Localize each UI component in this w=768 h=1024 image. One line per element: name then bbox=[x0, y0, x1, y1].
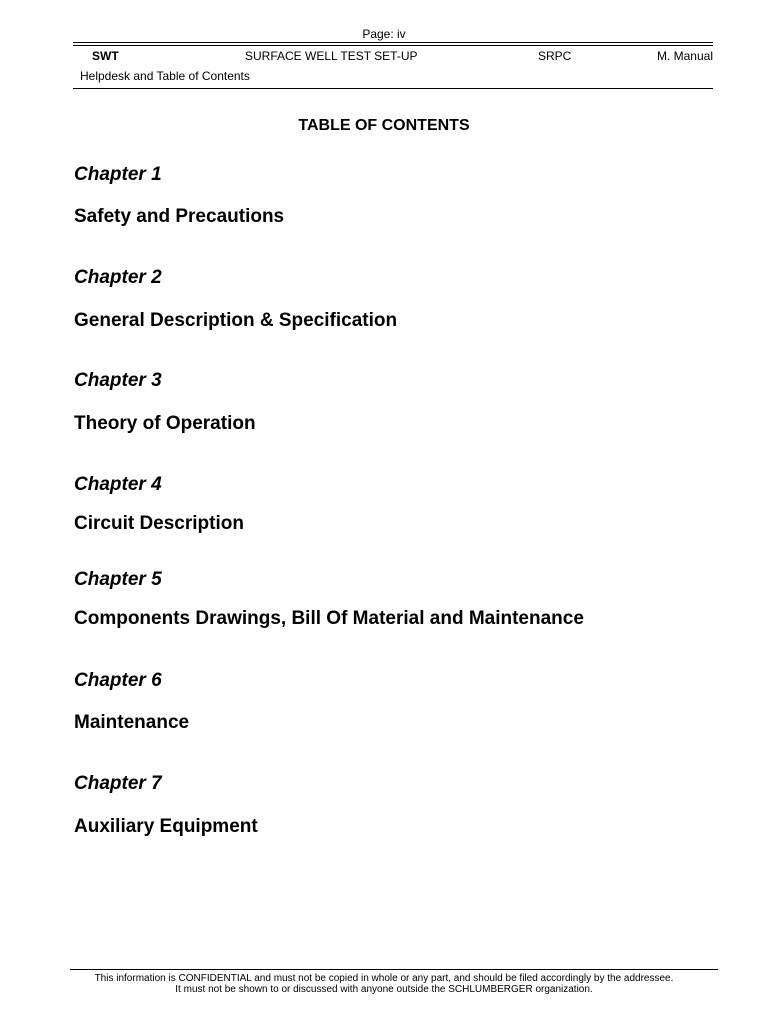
header-rule-top bbox=[73, 42, 713, 43]
header-doc-type: M. Manual bbox=[656, 49, 713, 63]
chapter-1-label: Chapter 1 bbox=[74, 164, 162, 185]
chapter-5-title: Components Drawings, Bill Of Material and Maintenance bbox=[74, 608, 584, 629]
page-number: Page: iv bbox=[362, 27, 406, 41]
chapter-5-label: Chapter 5 bbox=[74, 569, 162, 590]
chapter-3-title: Theory of Operation bbox=[74, 413, 256, 434]
confidential-notice: This information is CONFIDENTIAL and must not be copied in whole or any part, and should be filed accordingly by the addressee. bbox=[94, 973, 674, 984]
header-title: SURFACE WELL TEST SET-UP bbox=[245, 49, 418, 63]
header-rule-bottom bbox=[73, 88, 713, 89]
header-code: SWT bbox=[92, 49, 119, 63]
header-section-name: Helpdesk and Table of Contents bbox=[80, 69, 250, 83]
chapter-6-label: Chapter 6 bbox=[74, 670, 162, 691]
footer-rule bbox=[70, 969, 718, 970]
chapter-6-title: Maintenance bbox=[74, 712, 190, 733]
header-org: SRPC bbox=[538, 49, 572, 63]
chapter-4-title: Circuit Description bbox=[74, 513, 244, 534]
chapter-4-label: Chapter 4 bbox=[74, 474, 162, 495]
chapter-3-label: Chapter 3 bbox=[74, 370, 162, 391]
chapter-7-title: Auxiliary Equipment bbox=[74, 816, 258, 837]
chapter-7-label: Chapter 7 bbox=[74, 773, 162, 794]
chapter-1-title: Safety and Precautions bbox=[74, 206, 285, 227]
chapter-2-title: General Description & Specification bbox=[74, 310, 398, 331]
running-header bbox=[73, 49, 713, 65]
toc-title: TABLE OF CONTENTS bbox=[298, 117, 470, 134]
header-rule-second bbox=[73, 45, 713, 46]
confidential-notice-2: It must not be shown to or discussed with anyone outside the SCHLUMBERGER organization. bbox=[175, 984, 593, 995]
chapter-2-label: Chapter 2 bbox=[74, 267, 162, 288]
